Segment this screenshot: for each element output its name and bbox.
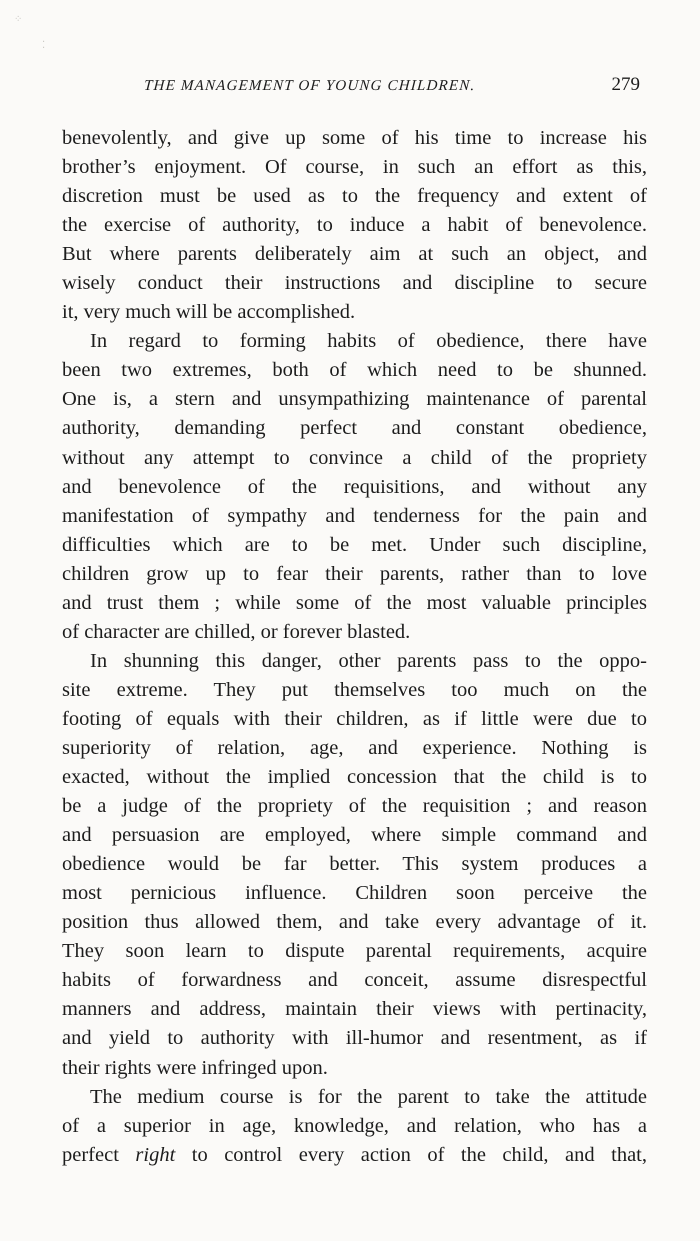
paper-speck: ⁚ <box>42 40 46 51</box>
body-text <box>62 124 647 1170</box>
text-line: most pernicious influence. Children soon perceive the <box>62 882 647 905</box>
text-line: difficulties which are to be met. Under such discipline, <box>62 533 647 556</box>
text-line: authority, demanding perfect and constant obedience, <box>62 417 647 440</box>
text-line: manifestation of sympathy and tenderness for the pain and <box>62 504 647 527</box>
running-title: THE MANAGEMENT OF YOUNG CHILDREN. <box>143 78 477 94</box>
text-line: discretion must be used as to the frequency and extent of <box>62 185 647 208</box>
text-line: of a superior in age, knowledge, and relation, who has a <box>62 1114 647 1137</box>
text-line: children grow up to fear their parents, rather than to love <box>62 562 647 585</box>
text-line: and yield to authority with ill-humor and resentment, as if <box>62 1027 647 1050</box>
text-line: and trust them ; while some of the most valuable principles <box>62 591 647 614</box>
text-line: been two extremes, both of which need to be shunned. <box>62 359 647 382</box>
paragraph-start-line: In shunning this danger, other parents pass to the oppo- <box>90 649 647 672</box>
text-line: position thus allowed them, and take every advantage of it. <box>62 911 647 934</box>
text-line: and benevolence of the requisitions, and without any <box>62 475 647 498</box>
paragraph-start-line: The medium course is for the parent to take the attitude <box>90 1085 647 1108</box>
text-line: and persuasion are employed, where simple command and <box>62 824 647 847</box>
text-line: They soon learn to dispute parental requirements, acquire <box>62 940 647 963</box>
text-line: manners and address, maintain their views with pertinacity, <box>62 998 647 1021</box>
text-line: it, very much will be accomplished. <box>62 301 356 324</box>
text-line: One is, a stern and unsympathizing maintenance of parental <box>62 388 647 411</box>
page-number: 279 <box>611 74 640 95</box>
text-line: be a judge of the propriety of the requisition ; and reason <box>62 795 647 818</box>
text-line: footing of equals with their children, as if little were due to <box>62 707 647 730</box>
text-line: habits of forwardness and conceit, assume disrespectful <box>62 969 647 992</box>
text-line: wisely conduct their instructions and discipline to secure <box>62 272 647 295</box>
text-line: without any attempt to convince a child of the propriety <box>62 446 647 469</box>
text-line: exacted, without the implied concession that the child is to <box>62 766 647 789</box>
text-line: But where parents deliberately aim at such an object, and <box>62 243 647 266</box>
paragraph-start-line: In regard to forming habits of obedience, there have <box>90 330 647 353</box>
text-line: benevolently, and give up some of his time to increase his <box>62 127 647 149</box>
paper-speck: ⁘ <box>14 14 23 25</box>
text-line: perfect right to control every action of the child, and that, <box>62 1143 647 1166</box>
text-line: their rights were infringed upon. <box>62 1056 328 1079</box>
text-line: obedience would be far better. This system produces a <box>62 853 647 876</box>
emphasized-word: right <box>135 1143 176 1166</box>
text-line: superiority of relation, age, and experience. Nothing is <box>62 736 647 759</box>
page-header <box>60 76 660 106</box>
text-line: the exercise of authority, to induce a habit of benevolence. <box>62 214 647 237</box>
text-line: site extreme. They put themselves too much on the <box>62 678 647 701</box>
text-line: brother’s enjoyment. Of course, in such an effort as this, <box>62 156 647 179</box>
text-line: of character are chilled, or forever blasted. <box>62 620 411 643</box>
